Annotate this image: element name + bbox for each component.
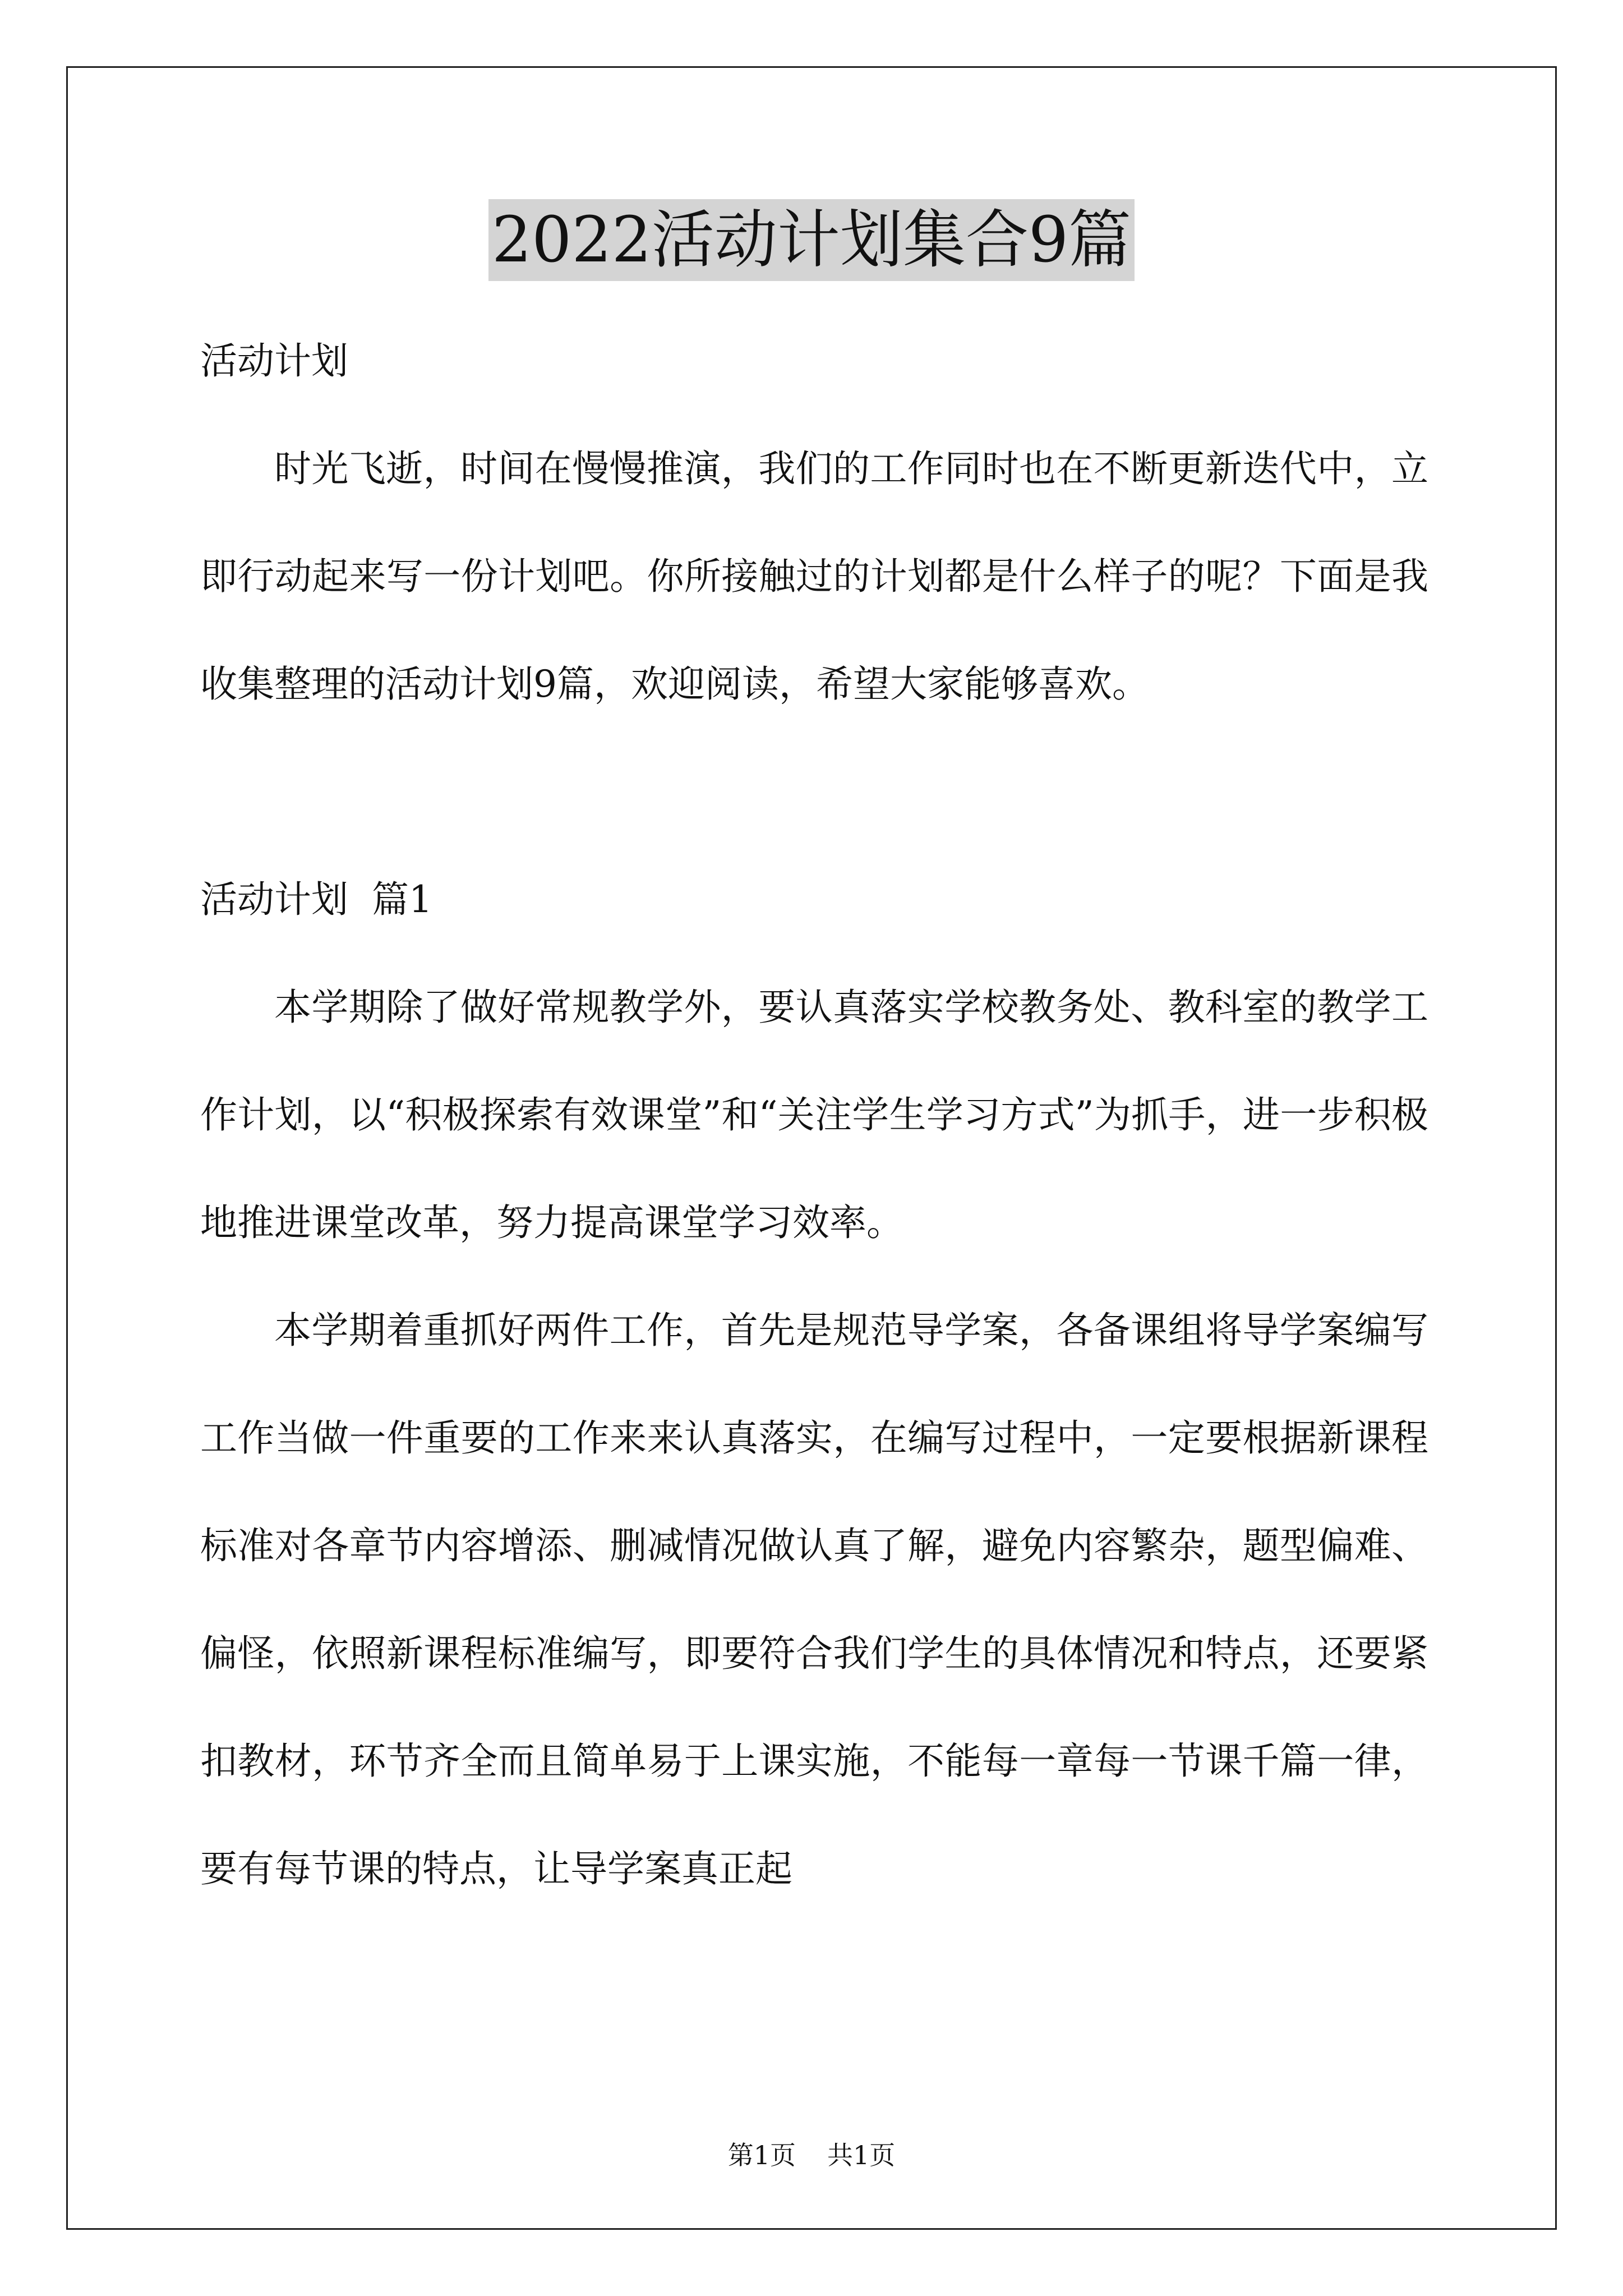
section-heading: 活动计划 篇1 [200,878,432,921]
page-footer [0,2138,1623,2172]
intro-heading: 活动计划 [200,339,348,383]
section-spacer [200,738,1428,846]
title-container [0,199,1623,281]
document-title: 2022活动计划集合9篇 [488,199,1135,281]
page-number: 第1页 [727,2140,796,2170]
body-paragraph: 本学期除了做好常规教学外，要认真落实学校教务处、教科室的教学工作计划，以“积极探索有效课堂”和“关注学生学习方式”为抓手，进一步积极地推进课堂改革，努力提高课堂学习效率。 [200,986,1428,1244]
document-body [200,307,1428,1923]
intro-paragraph: 时光飞逝，时间在慢慢推演，我们的工作同时也在不断更新迭代中，立即行动起来写一份计划吧。你所接触过的计划都是什么样子的呢？下面是我收集整理的活动计划9篇，欢迎阅读，希望大家能够喜欢。 [200,447,1428,706]
page-total: 共1页 [827,2140,896,2170]
body-paragraph: 本学期着重抓好两件工作，首先是规范导学案，各备课组将导学案编写工作当做一件重要的工作来来认真落实，在编写过程中，一定要根据新课程标准对各章节内容增添、删减情况做认真了解，避免内容繁杂，题型偏难、偏怪，依照新课程标准编写，即要符合我们学生的具体情况和特点，还要紧扣教材，环节齐全而且简单易于上课实施，不能每一章每一节课千篇一律，要有每节课的特点，让导学案真正起 [200,1309,1428,1890]
